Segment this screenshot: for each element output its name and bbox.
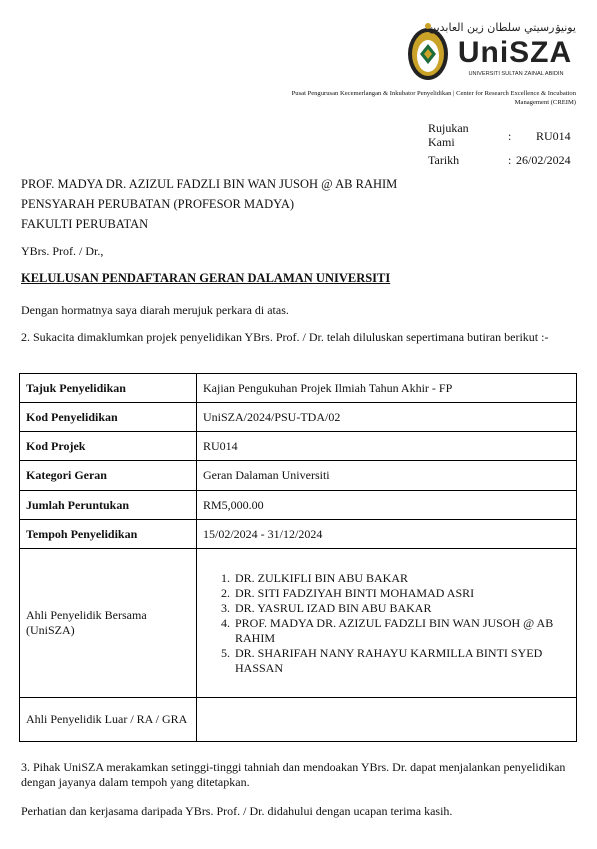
row-label: Tajuk Penyelidikan xyxy=(20,374,197,403)
row-value: UniSZA/2024/PSU-TDA/02 xyxy=(197,403,577,432)
row-value: 15/02/2024 - 31/12/2024 xyxy=(197,520,577,549)
table-row xyxy=(20,520,577,549)
paragraph-4: Perhatian dan kerjasama daripada YBrs. Prof. / Dr. didahului dengan ucapan terima kasih. xyxy=(21,804,453,818)
external-members-value xyxy=(197,698,577,742)
table-row xyxy=(20,374,577,403)
row-label: Kategori Geran xyxy=(20,461,197,491)
salutation: YBrs. Prof. / Dr., xyxy=(21,244,104,258)
recipient-position: PENSYARAH PERUBATAN (PROFESOR MADYA) xyxy=(21,197,295,211)
reference-value: RU014 xyxy=(536,129,571,143)
table-row xyxy=(20,491,577,520)
list-item: 4. PROF. MADYA DR. AZIZUL FADZLI BIN WAN JUSOH @ AB RAHIM xyxy=(233,616,570,646)
members-cell xyxy=(197,549,577,698)
external-members-label: Ahli Penyelidik Luar / RA / GRA xyxy=(20,698,197,742)
row-label: Kod Projek xyxy=(20,432,197,461)
centre-line-2: Management (CREIM) xyxy=(514,99,576,106)
row-value: RU014 xyxy=(197,432,577,461)
paragraph-1: Dengan hormatnya saya diarah merujuk perkara di atas. xyxy=(21,303,289,317)
list-item: 5. DR. SHARIFAH NANY RAHAYU KARMILLA BINTI SYED HASSAN xyxy=(233,646,570,676)
research-centre-name xyxy=(180,89,576,107)
date-colon: : xyxy=(508,153,512,167)
letter-subject: KELULUSAN PENDAFTARAN GERAN DALAMAN UNIVERSITI xyxy=(21,271,391,285)
grant-details-table xyxy=(19,373,577,742)
recipient-name: PROF. MADYA DR. AZIZUL FADZLI BIN WAN JUSOH @ AB RAHIM xyxy=(21,177,398,191)
reference-label-line1: Rujukan xyxy=(428,121,469,135)
table-row xyxy=(20,403,577,432)
logo-arabic-text: يونيۏرسيتي سلطان زين العابدين xyxy=(428,21,576,34)
table-row xyxy=(20,549,577,698)
paragraph-3: 3. Pihak UniSZA merakamkan setinggi-tinggi tahniah dan mendoakan YBrs. Dr. dapat menjalankan penyelidikan dengan jayanya dalam tempoh yang ditetapkan. xyxy=(21,760,566,789)
row-label: Jumlah Peruntukan xyxy=(20,491,197,520)
recipient-address xyxy=(21,174,397,234)
members-label: Ahli Penyelidik Bersama (UniSZA) xyxy=(20,549,197,698)
date-value: 26/02/2024 xyxy=(516,153,571,167)
logo-wordmark: UniSZA xyxy=(457,36,573,69)
members-list xyxy=(203,571,570,676)
unisza-crest-icon xyxy=(400,14,582,88)
reference-label xyxy=(428,121,486,149)
table-row xyxy=(20,698,577,742)
date-label: Tarikh xyxy=(428,153,460,167)
row-label: Kod Penyelidikan xyxy=(20,403,197,432)
centre-line-1: Pusat Pengurusan Kecemerlangan & Inkubator Penyelidikan | Center for Research Excellence & Incubation xyxy=(291,90,576,97)
row-value: RM5,000.00 xyxy=(197,491,577,520)
list-item: 1. DR. ZULKIFLI BIN ABU BAKAR xyxy=(233,571,570,586)
row-value: Kajian Pengukuhan Projek Ilmiah Tahun Akhir - FP xyxy=(197,374,577,403)
reference-label-line2: Kami xyxy=(428,135,455,149)
reference-colon: : xyxy=(508,129,512,143)
row-label: Tempoh Penyelidikan xyxy=(20,520,197,549)
paragraph-2: 2. Sukacita dimaklumkan projek penyelidikan YBrs. Prof. / Dr. telah diluluskan sepertimana butiran berikut :- xyxy=(21,330,549,344)
row-value: Geran Dalaman Universiti xyxy=(197,461,577,491)
table-row xyxy=(20,432,577,461)
recipient-faculty: FAKULTI PERUBATAN xyxy=(21,217,149,231)
table-row xyxy=(20,461,577,491)
list-item: 3. DR. YASRUL IZAD BIN ABU BAKAR xyxy=(233,601,570,616)
list-item: 2. DR. SITI FADZIYAH BINTI MOHAMAD ASRI xyxy=(233,586,570,601)
unisza-logo xyxy=(400,14,582,88)
logo-university-name: UNIVERSITI SULTAN ZAINAL ABIDIN xyxy=(468,71,564,77)
